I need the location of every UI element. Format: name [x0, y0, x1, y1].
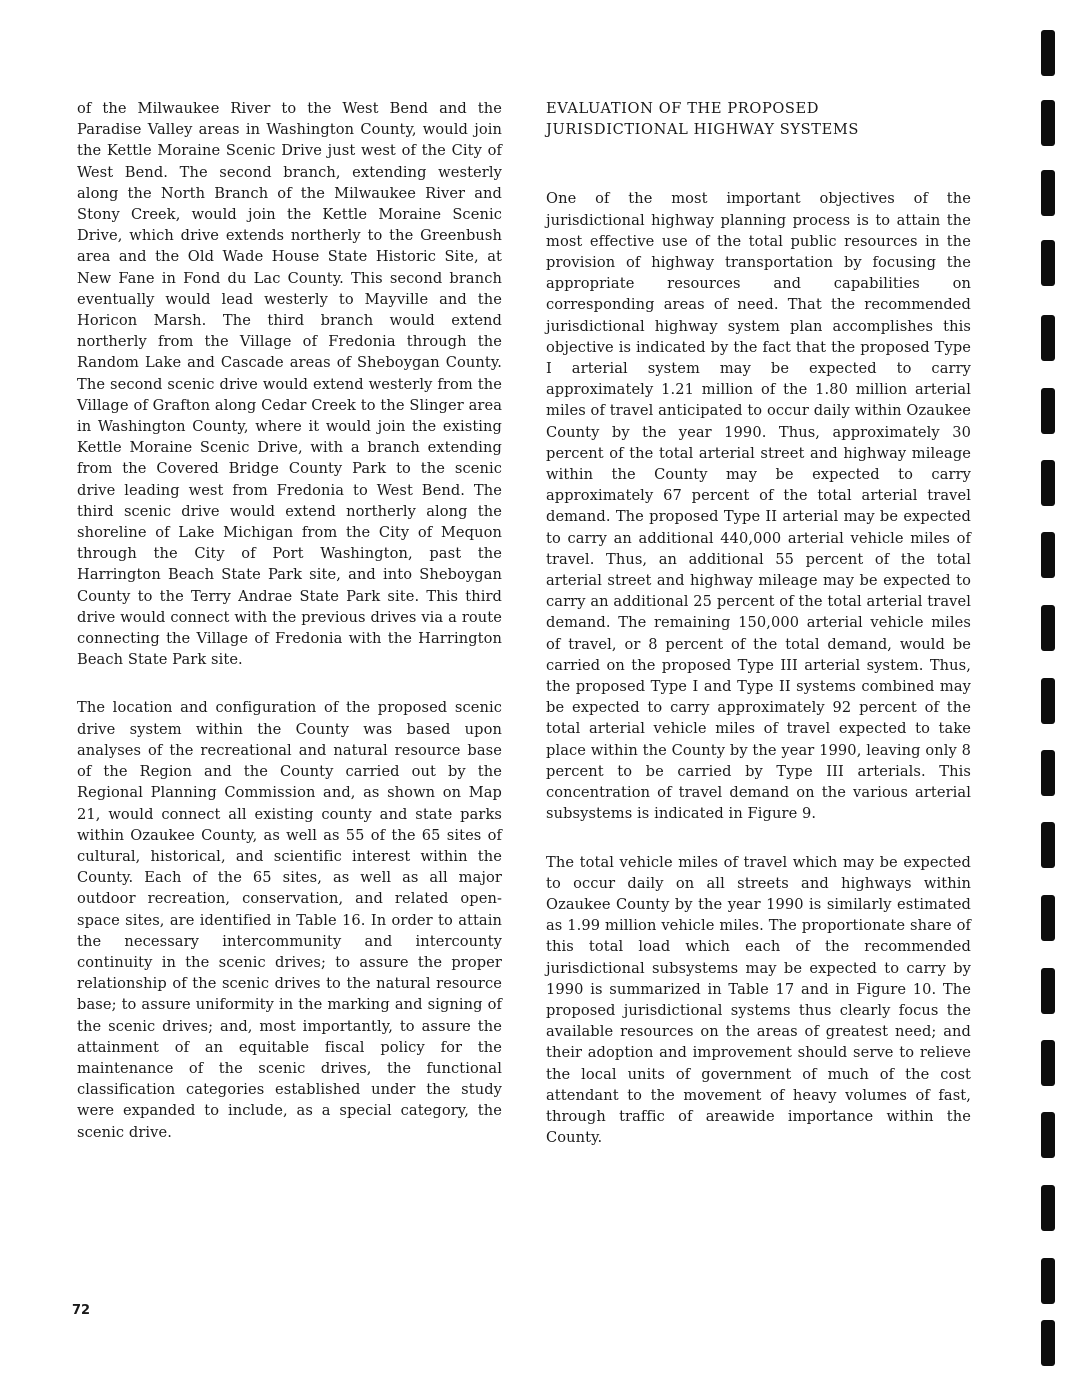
binding-hole — [1041, 170, 1055, 216]
right-column — [546, 98, 971, 1148]
evaluation-paragraph: One of the most important objectives of the jurisdictional highway planning process is to attain the most effective use of the total public resources in the provision of highway transportation by focusing the appropriate resources and capabilities on corresponding areas of need. That the recommended jurisdictional highway system plan accomplishes this objective is indicated by the fact that the proposed Type I arterial system may be expected to carry approximately 1.21 million of the 1.80 million arterial miles of travel anticipated to occur daily within Ozaukee County by the year 1990. Thus, approximately 30 percent of the total arterial street and highway mileage within the County may be expected to carry approximately 67 percent of the total arterial travel demand. The proposed Type II arterial may be expected to carry an additional 440,000 arterial vehicle miles of travel. Thus, an additional 55 percent of the total arterial street and highway mileage may be expected to carry an additional 25 percent of the total arterial travel demand. The remaining 150,000 arterial vehicle miles of travel, or 8 percent of the total demand, would be carried on the proposed Type III arterial system. Thus, the proposed Type I and Type II systems combined may be expected to carry approximately 92 percent of the total arterial vehicle miles of travel expected to take place within the County by the year 1990, leaving only 8 percent to be carried by Type III arterials. This concentration of travel demand on the various arterial subsystems is indicated in Figure 9. — [546, 190, 971, 823]
binding-hole — [1041, 1112, 1055, 1158]
binding-holes — [1041, 0, 1059, 1380]
binding-hole — [1041, 822, 1055, 868]
binding-hole — [1041, 750, 1055, 796]
binding-hole — [1041, 968, 1055, 1014]
binding-hole — [1041, 1040, 1055, 1086]
binding-hole — [1041, 30, 1055, 76]
binding-hole — [1041, 605, 1055, 651]
binding-hole — [1041, 895, 1055, 941]
binding-hole — [1041, 100, 1055, 146]
binding-hole — [1041, 460, 1055, 506]
scenic-drive-configuration-paragraph: The location and configuration of the proposed scenic drive system within the County was based upon analyses of the recreational and natural resource base of the Region and the County carried out by the Regional Planning Commission and, as shown on Map 21, would connect all existing county and state parks within Ozaukee County, as well as 55 of the 65 sites of cultural, historical, and scientific interest within the County. Each of the 65 sites, as well as all major outdoor recreation, conservation, and related open-space sites, are identified in Table 16. In order to attain the necessary intercommunity and intercounty continuity in the scenic drives; to assure the proper relationship of the scenic drives to the natural resource base; to assure uniformity in the marking and signing of the scenic drives; and, most importantly, to assure the attainment of an equitable fiscal policy for the maintenance of the scenic drives, the functional classification categories established under the study were expanded to include, as a special category, the scenic drive. — [77, 699, 502, 1141]
binding-hole — [1041, 315, 1055, 361]
binding-hole — [1041, 532, 1055, 578]
binding-hole — [1041, 678, 1055, 724]
section-heading-line-1: EVALUATION OF THE PROPOSED — [546, 100, 820, 117]
section-heading-line-2: JURISDICTIONAL HIGHWAY SYSTEMS — [546, 121, 859, 139]
binding-hole — [1041, 240, 1055, 286]
binding-hole — [1041, 1320, 1055, 1366]
left-column — [77, 98, 502, 1143]
binding-hole — [1041, 1185, 1055, 1231]
section-heading — [546, 98, 971, 140]
binding-hole — [1041, 1258, 1055, 1304]
scenic-drive-branches-paragraph: of the Milwaukee River to the West Bend and the Paradise Valley areas in Washington County, would join the Kettle Moraine Scenic Drive just west of the City of West Bend. The second branch, extending westerly along the North Branch of the Milwaukee River and Stony Creek, would join the Kettle Moraine Scenic Drive, which drive extends northerly to the Greenbush area and the Old Wade House State Historic Site, at New Fane in Fond du Lac County. This second branch eventually would lead westerly to Mayville and the Horicon Marsh. The third branch would extend northerly from the Village of Fredonia through the Random Lake and Cascade areas of Sheboygan County. The second scenic drive would extend westerly from the Village of Grafton along Cedar Creek to the Slinger area in Washington County, where it would join the existing Kettle Moraine Scenic Drive, with a branch extending from the Covered Bridge County Park to the scenic drive leading west from Fredonia to West Bend. The third scenic drive would extend northerly along the shoreline of Lake Michigan from the City of Mequon through the City of Port Washington, past the Harrington Beach State Park site, and into Sheboygan County to the Terry Andrae State Park site. This third drive would connect with the previous drives via a route connecting the Village of Fredonia with the Harrington Beach State Park site. — [77, 100, 502, 669]
page-number: 72 — [72, 1303, 91, 1318]
vehicle-miles-paragraph: The total vehicle miles of travel which may be expected to occur daily on all streets and highways within Ozaukee County by the year 1990 is similarly estimated as 1.99 million vehicle miles. The proportionate share of this total load which each of the recommended jurisdictional subsystems may be expected to carry by 1990 is summarized in Table 17 and in Figure 10. The proposed jurisdictional systems thus clearly focus the available resources on the areas of greatest need; and their adoption and improvement should serve to relieve the local units of government of much of the cost attendant to the movement of heavy volumes of fast, through traffic of areawide importance within the County. — [546, 853, 971, 1147]
binding-hole — [1041, 388, 1055, 434]
